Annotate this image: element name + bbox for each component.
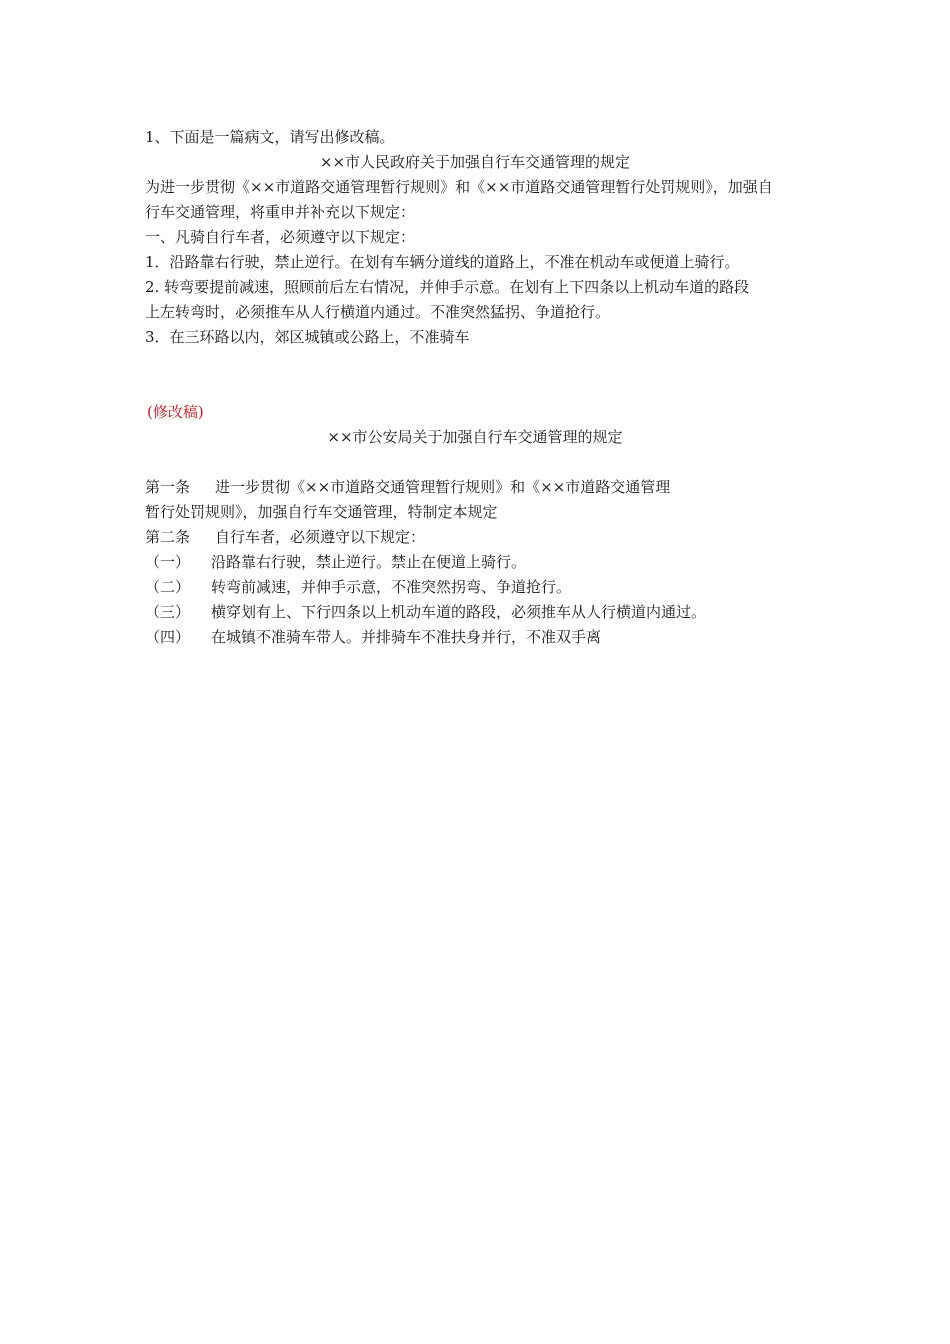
revision-label: (修改稿): [147, 403, 204, 421]
original-intro-line-1: 为进一步贯彻《××市道路交通管理暂行规则》和《××市道路交通管理暂行处罚规则》，加强自: [145, 178, 773, 196]
revision-item-2: [145, 577, 571, 597]
article-1-line-1: [145, 477, 670, 497]
article-1-label: 第一条: [145, 478, 191, 496]
original-item-2-line-2: 上左转弯时，必须推车从人行横道内通过。不准突然猛拐、争道抢行。: [145, 303, 611, 321]
revision-item-text: 在城镇不准骑车带人。并排骑车不准扶身并行，不准双手离: [211, 628, 602, 646]
revision-item-3: [145, 602, 706, 622]
revision-item-label: （二）: [145, 578, 191, 596]
revision-item-text: 横穿划有上、下行四条以上机动车道的路段，必须推车从人行横道内通过。: [211, 603, 707, 621]
question-prompt: 1、下面是一篇病文，请写出修改稿。: [145, 128, 395, 146]
revision-item-label: （四）: [145, 628, 191, 646]
original-intro-line-2: 行车交通管理，将重申并补充以下规定：: [145, 203, 416, 221]
revision-item-text: 沿路靠右行驶，禁止逆行。禁止在便道上骑行。: [211, 553, 527, 571]
revision-item-label: （一）: [145, 553, 191, 571]
original-title: ××市人民政府关于加强自行车交通管理的规定: [319, 153, 631, 171]
revision-item-1: [145, 552, 526, 572]
article-1-line-2: 暂行处罚规则》，加强自行车交通管理，特制定本规定: [145, 503, 498, 521]
article-2-label: 第二条: [145, 528, 191, 546]
article-1-text: 进一步贯彻《××市道路交通管理暂行规则》和《××市道路交通管理: [215, 478, 671, 496]
revision-item-4: [145, 627, 601, 647]
original-item-3: 3．在三环路以内，郊区城镇或公路上，不准骑车: [145, 328, 470, 346]
original-item-1: 1．沿路靠右行驶，禁止逆行。在划有车辆分道线的道路上，不准在机动车或便道上骑行。: [145, 253, 740, 271]
original-item-2-line-1: 2. 转弯要提前减速，照顾前后左右情况，并伸手示意。在划有上下四条以上机动车道的路段: [145, 278, 750, 296]
article-2-text: 自行车者，必须遵守以下规定：: [215, 528, 426, 546]
revision-title: ××市公安局关于加强自行车交通管理的规定: [327, 428, 623, 446]
revision-item-text: 转弯前减速，并伸手示意，不准突然拐弯、争道抢行。: [211, 578, 572, 596]
article-2: [145, 527, 425, 547]
revision-item-label: （三）: [145, 603, 191, 621]
original-section-heading: 一、凡骑自行车者，必须遵守以下规定：: [145, 228, 416, 246]
